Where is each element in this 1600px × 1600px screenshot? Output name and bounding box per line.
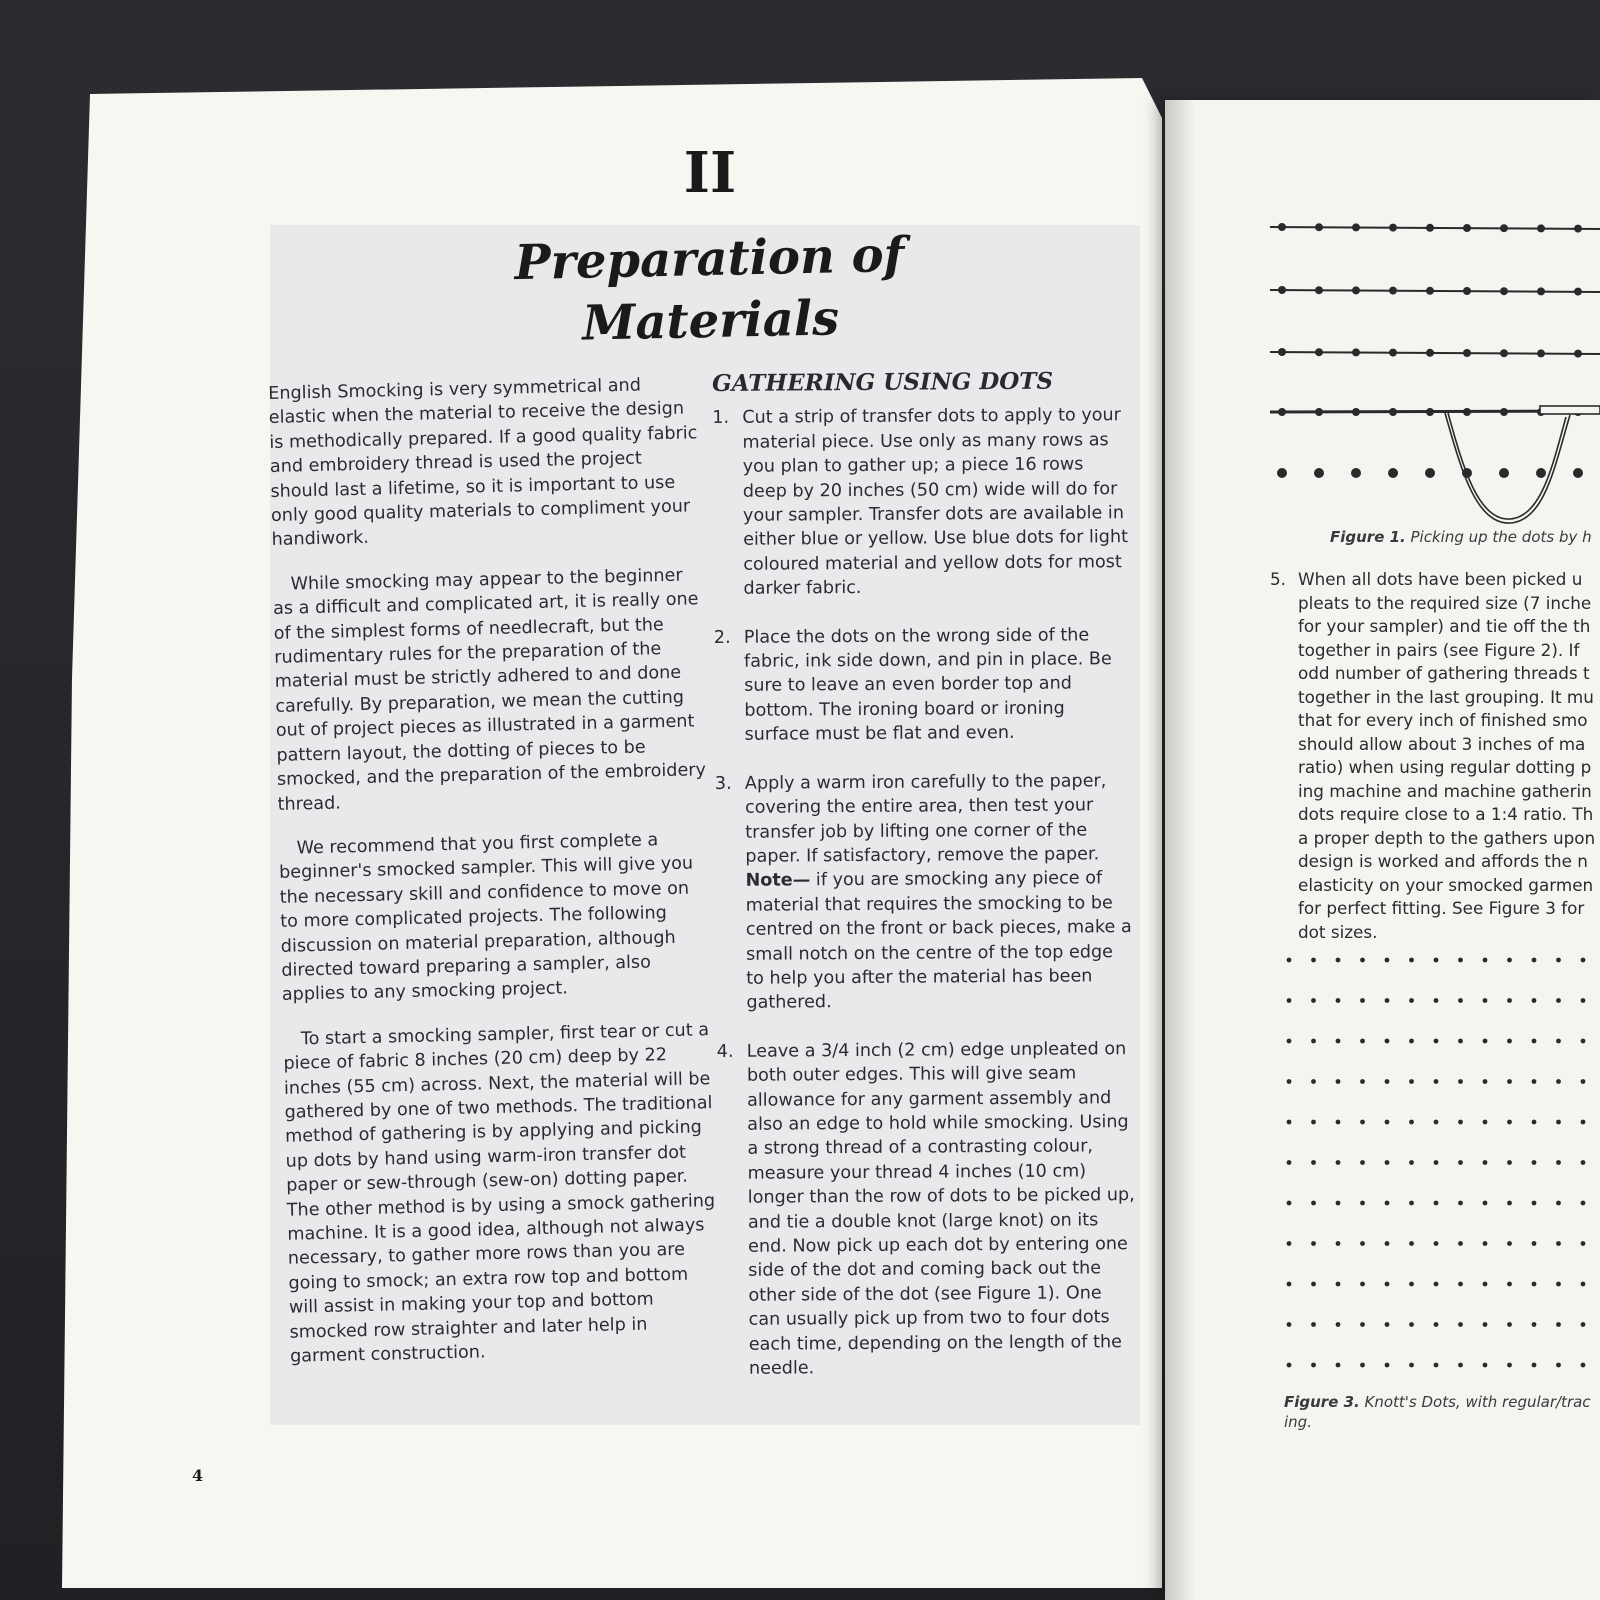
grid-dot [1409, 1241, 1414, 1246]
instruction-item [714, 623, 1135, 748]
grid-dot [1556, 1160, 1561, 1165]
figure-1-caption [1330, 528, 1592, 546]
gathering-dot [1315, 286, 1323, 294]
item-5-line: dots require close to a 1:4 ratio. Th [1298, 804, 1594, 824]
item-5-line: elasticity on your smocked garmen [1298, 874, 1594, 895]
grid-dot [1336, 1079, 1341, 1084]
needle-and-thread [1270, 406, 1600, 523]
figure-3-caption-text: ing. [1284, 1413, 1312, 1431]
item-5-line: odd number of gathering threads t [1298, 663, 1590, 683]
grid-dot [1483, 1282, 1488, 1287]
grid-dot [1360, 1039, 1365, 1044]
grid-dot [1507, 998, 1512, 1003]
grid-dot [1287, 1039, 1292, 1044]
grid-dot [1287, 998, 1292, 1003]
grid-dot [1458, 958, 1463, 963]
grid-dot [1507, 1363, 1512, 1368]
grid-dot [1360, 1120, 1365, 1125]
grid-dot [1434, 1363, 1439, 1368]
item-5-line: that for every inch of finished smo [1298, 710, 1588, 730]
gathering-dot [1389, 349, 1397, 357]
grid-dot [1507, 1282, 1512, 1287]
item-number: 4. [716, 1041, 734, 1062]
gathering-dot [1537, 287, 1545, 295]
grid-dot [1532, 1363, 1537, 1368]
gathering-dots [1277, 223, 1583, 478]
grid-dot [1336, 1160, 1341, 1165]
grid-dot [1556, 1363, 1561, 1368]
item-text: Apply a warm iron carefully to the paper, covering the entire area, then test your transfer job by lifting one corner of the paper. If satisfactory, remove the paper. [744, 770, 1107, 867]
grid-dot [1385, 958, 1390, 963]
knotts-dots [1287, 958, 1586, 1368]
grid-dot [1409, 1282, 1414, 1287]
item-5-line: should allow about 3 inches of ma [1298, 733, 1586, 754]
grid-dot [1385, 1241, 1390, 1246]
grid-dot [1434, 958, 1439, 963]
grid-dot [1434, 998, 1439, 1003]
gathering-dot [1315, 223, 1323, 231]
item-number: 1. [712, 408, 730, 429]
grid-dot [1385, 998, 1390, 1003]
grid-dot [1409, 1039, 1414, 1044]
gathering-dot [1389, 287, 1397, 295]
instruction-item [712, 403, 1133, 601]
grid-dot [1360, 1079, 1365, 1084]
grid-dot [1556, 1282, 1561, 1287]
grid-dot [1434, 1039, 1439, 1044]
grid-dot [1581, 1120, 1586, 1125]
grid-dot [1311, 1201, 1316, 1206]
gathering-dot [1277, 468, 1287, 478]
figure-1-label: Figure 1. [1330, 528, 1406, 546]
gathering-dot [1278, 348, 1286, 356]
grid-dot [1434, 1241, 1439, 1246]
grid-dot [1287, 958, 1292, 963]
gathering-dot [1314, 468, 1324, 478]
grid-dot [1311, 1079, 1316, 1084]
grid-dot [1507, 958, 1512, 963]
section-heading: GATHERING USING DOTS [711, 367, 1054, 397]
grid-dot [1434, 1282, 1439, 1287]
figure-3-dot-grid [1285, 955, 1600, 1385]
grid-dot [1287, 1120, 1292, 1125]
gathering-dot [1574, 225, 1582, 233]
gathering-dot [1500, 349, 1508, 357]
grid-dot [1434, 1201, 1439, 1206]
grid-dot [1287, 1160, 1292, 1165]
grid-dot [1311, 1282, 1316, 1287]
grid-dot [1581, 1201, 1586, 1206]
grid-dot [1507, 1241, 1512, 1246]
item-5-line: pleats to the required size (7 inche [1298, 592, 1592, 613]
grid-dot [1336, 1282, 1341, 1287]
grid-dot [1409, 1079, 1414, 1084]
grid-dot [1483, 1120, 1488, 1125]
item-5-line: When all dots have been picked u [1298, 569, 1583, 589]
grid-dot [1483, 1079, 1488, 1084]
grid-dot [1311, 1160, 1316, 1165]
grid-dot [1360, 1282, 1365, 1287]
gathering-dot [1500, 224, 1508, 232]
grid-dot [1287, 1241, 1292, 1246]
grid-dot [1360, 1201, 1365, 1206]
grid-dot [1336, 1120, 1341, 1125]
gathering-dot [1463, 287, 1471, 295]
item-5-line: a proper depth to the gathers upon [1298, 827, 1596, 848]
gathering-dot [1536, 468, 1546, 478]
grid-dot [1507, 1201, 1512, 1206]
gathering-dot [1573, 468, 1583, 478]
figure-3-caption [1284, 1392, 1591, 1432]
gathering-dot [1278, 223, 1286, 231]
grid-dot [1287, 1282, 1292, 1287]
chapter-title-line1: Preparation of [513, 226, 905, 292]
grid-dot [1385, 1120, 1390, 1125]
gathering-dot [1389, 224, 1397, 232]
grid-dot [1458, 1201, 1463, 1206]
grid-dot [1556, 1079, 1561, 1084]
grid-dot [1556, 1120, 1561, 1125]
grid-dot [1409, 1120, 1414, 1125]
gathering-dot [1278, 286, 1286, 294]
chapter-title [459, 223, 961, 357]
grid-dot [1483, 1363, 1488, 1368]
grid-dot [1409, 1363, 1414, 1368]
grid-dot [1311, 998, 1316, 1003]
chapter-number: II [683, 140, 737, 206]
grid-dot [1287, 1363, 1292, 1368]
item-5-line: for your sampler) and tie off the th [1298, 616, 1591, 636]
grid-dot [1483, 1039, 1488, 1044]
instruction-item [715, 769, 1137, 1016]
grid-dot [1360, 958, 1365, 963]
grid-dot [1287, 1079, 1292, 1084]
grid-dot [1311, 1120, 1316, 1125]
grid-dot [1409, 998, 1414, 1003]
gathering-dot [1426, 224, 1434, 232]
gathering-dot [1426, 287, 1434, 295]
grid-dot [1556, 958, 1561, 963]
grid-dot [1287, 1322, 1292, 1327]
intro-paragraph: To start a smocking sampler, first tear or cut a piece of fabric 8 inches (20 cm) deep by 22 inches (55 cm) across. Next, the material will be gathered by one of two methods. The traditional method of gathering is by applying and picking up dots by hand using warm-iron transfer dot paper or sew-through (sew-on) dotting paper. The other method is by using a smock gathering machine. It is a good idea, although not always necessary, to gather more rows than you are going to smock; an extra row top and bottom will assist in making your top and bottom smocked row straighter and later help in garment construction. [283, 1019, 716, 1367]
figure-1-illustration [1270, 205, 1600, 545]
grid-dot [1409, 1160, 1414, 1165]
gathering-section [712, 369, 1139, 1405]
grid-dot [1360, 1241, 1365, 1246]
gathering-dot [1352, 348, 1360, 356]
grid-dot [1556, 1241, 1561, 1246]
grid-dot [1458, 1363, 1463, 1368]
grid-dot [1458, 1322, 1463, 1327]
gathering-dot [1574, 288, 1582, 296]
grid-dot [1556, 1039, 1561, 1044]
item-5-line: ing machine and machine gatherin [1298, 780, 1592, 801]
item-text: Place the dots on the wrong side of the fabric, ink side down, and pin in place. Be sure to leave an even border top and bottom. The ironing board or ironing surface must be flat and even. [743, 625, 1112, 746]
instruction-item [717, 1037, 1139, 1382]
grid-dot [1483, 958, 1488, 963]
grid-dot [1532, 1120, 1537, 1125]
grid-dot [1385, 1322, 1390, 1327]
item-5-line: together in the last grouping. It mu [1298, 686, 1594, 707]
grid-dot [1581, 1363, 1586, 1368]
grid-dot [1532, 1079, 1537, 1084]
gathering-dot [1463, 224, 1471, 232]
grid-dot [1458, 1039, 1463, 1044]
grid-dot [1483, 1241, 1488, 1246]
gathering-dot [1351, 468, 1361, 478]
note-label: Note— [745, 870, 811, 892]
grid-dot [1483, 1201, 1488, 1206]
grid-dot [1360, 1363, 1365, 1368]
grid-dot [1532, 1160, 1537, 1165]
item-number: 5. [1270, 569, 1287, 589]
figure-3-caption-text: Knott's Dots, with regular/trac [1364, 1393, 1591, 1411]
item-text: Cut a strip of transfer dots to apply to your material piece. Use only as many rows as you plan to gather up; a piece 16 rows deep by 20 inches (50 cm) wide will do for your sampler. Transfer dots are available in either blue or yellow. Use blue dots for light coloured material and yellow dots for most darker fabric. [742, 405, 1129, 600]
grid-dot [1287, 1201, 1292, 1206]
grid-dot [1458, 1241, 1463, 1246]
grid-dot [1483, 998, 1488, 1003]
gathering-dot [1352, 286, 1360, 294]
gathering-dot [1463, 349, 1471, 357]
grid-dot [1385, 1160, 1390, 1165]
grid-dot [1434, 1322, 1439, 1327]
grid-dot [1409, 1322, 1414, 1327]
grid-dot [1507, 1322, 1512, 1327]
gathering-dot [1537, 224, 1545, 232]
grid-dot [1336, 1363, 1341, 1368]
grid-dot [1556, 1322, 1561, 1327]
grid-dot [1507, 1039, 1512, 1044]
grid-dot [1385, 1282, 1390, 1287]
grid-dot [1336, 1322, 1341, 1327]
grid-dot [1581, 1322, 1586, 1327]
item-text: Leave a 3/4 inch (2 cm) edge unpleated on both outer edges. This will give seam allowance for any garment assembly and also an edge to hold while smocking. Using a strong thread of a contrasting colour, measure your thread 4 inches (10 cm) longer than the row of dots to be picked up, and tie a double knot (large knot) on its end. Now pick up each dot by entering one side of the dot and coming back out the other side of the dot (see Figure 1). One can usually pick up from two to four dots each time, depending on the length of the needle. [746, 1038, 1135, 1379]
grid-dot [1434, 1120, 1439, 1125]
grid-dot [1483, 1160, 1488, 1165]
item-5-text [1298, 568, 1600, 944]
grid-dot [1532, 1039, 1537, 1044]
grid-dot [1532, 998, 1537, 1003]
grid-dot [1336, 1241, 1341, 1246]
grid-dot [1458, 1079, 1463, 1084]
item-5-line: dot sizes. [1298, 921, 1378, 942]
intro-paragraph: English Smocking is very symmetrical and elastic when the material to receive the design is methodically prepared. If a good quality fabric and embroidery thread is used the project should last a lifetime, so it is important to use only good quality materials to compliment your handiwork. [268, 375, 698, 551]
grid-dot [1581, 958, 1586, 963]
gathering-dot [1425, 468, 1435, 478]
gathering-dot [1574, 350, 1582, 358]
gathering-dot [1352, 223, 1360, 231]
grid-dot [1385, 1363, 1390, 1368]
grid-dot [1360, 998, 1365, 1003]
instruction-item-5 [1270, 568, 1600, 944]
grid-dot [1581, 1039, 1586, 1044]
grid-dot [1311, 1322, 1316, 1327]
grid-dot [1434, 1079, 1439, 1084]
gathering-dot [1315, 348, 1323, 356]
intro-paragraph: While smocking may appear to the beginner as a difficult and complicated art, it is really one of the simplest forms of needlecraft, but the rudimentary rules for the preparation of the material must be strictly adhered to and done carefully. By preparation, we mean the cutting out of project pieces as illustrated in a garment pattern layout, the dotting of pieces to be smocked, and the preparation of the embroidery thread. [272, 565, 707, 815]
grid-dot [1458, 1160, 1463, 1165]
item-5-line: for perfect fitting. See Figure 3 for [1298, 898, 1585, 918]
grid-dot [1556, 1201, 1561, 1206]
page-number: 4 [192, 1466, 204, 1485]
grid-dot [1336, 998, 1341, 1003]
item-5-line: together in pairs (see Figure 2). If [1298, 639, 1580, 660]
grid-dot [1336, 1039, 1341, 1044]
chapter-title-line2: Materials [581, 290, 840, 352]
item-number: 3. [714, 773, 732, 794]
item-number: 2. [713, 627, 731, 648]
grid-dot [1507, 1120, 1512, 1125]
intro-paragraph: We recommend that you first complete a beginner's smocked sampler. This will give you the necessary skill and confidence to move on to more complicated projects. The following discussion on material preparation, although directed toward preparing a sampler, also applies to any smocking project. [278, 830, 694, 1006]
grid-dot [1581, 1282, 1586, 1287]
grid-dot [1532, 1201, 1537, 1206]
gathering-dot [1537, 349, 1545, 357]
grid-dot [1581, 1160, 1586, 1165]
gathering-dot [1388, 468, 1398, 478]
gathering-dot [1499, 468, 1509, 478]
item-5-line: ratio) when using regular dotting p [1298, 757, 1592, 777]
item-5-line: design is worked and affords the n [1298, 851, 1588, 871]
grid-dot [1360, 1322, 1365, 1327]
grid-dot [1360, 1160, 1365, 1165]
gathering-dot [1426, 349, 1434, 357]
grid-dot [1458, 998, 1463, 1003]
grid-dot [1385, 1201, 1390, 1206]
grid-dot [1311, 958, 1316, 963]
intro-column [268, 372, 721, 1389]
figure-1-caption-text: Picking up the dots by h [1410, 528, 1592, 546]
grid-dot [1532, 958, 1537, 963]
figure-3-label: Figure 3. [1284, 1393, 1360, 1411]
grid-dot [1385, 1079, 1390, 1084]
grid-dot [1556, 998, 1561, 1003]
grid-dot [1458, 1120, 1463, 1125]
grid-dot [1336, 958, 1341, 963]
grid-dot [1507, 1079, 1512, 1084]
grid-dot [1581, 998, 1586, 1003]
grid-dot [1409, 1201, 1414, 1206]
grid-dot [1532, 1282, 1537, 1287]
grid-dot [1311, 1241, 1316, 1246]
grid-dot [1409, 958, 1414, 963]
grid-dot [1532, 1241, 1537, 1246]
grid-dot [1581, 1241, 1586, 1246]
grid-dot [1311, 1039, 1316, 1044]
grid-dot [1483, 1322, 1488, 1327]
grid-dot [1532, 1322, 1537, 1327]
grid-dot [1458, 1282, 1463, 1287]
grid-dot [1581, 1079, 1586, 1084]
grid-dot [1434, 1160, 1439, 1165]
item-text: if you are smocking any piece of material that requires the smocking to be centred on the front or back pieces, make a small notch on the centre of the top edge to help you after the material has been gathered. [745, 868, 1132, 1014]
gathering-dot [1500, 287, 1508, 295]
grid-dot [1507, 1160, 1512, 1165]
grid-dot [1336, 1201, 1341, 1206]
grid-dot [1385, 1039, 1390, 1044]
grid-dot [1311, 1363, 1316, 1368]
